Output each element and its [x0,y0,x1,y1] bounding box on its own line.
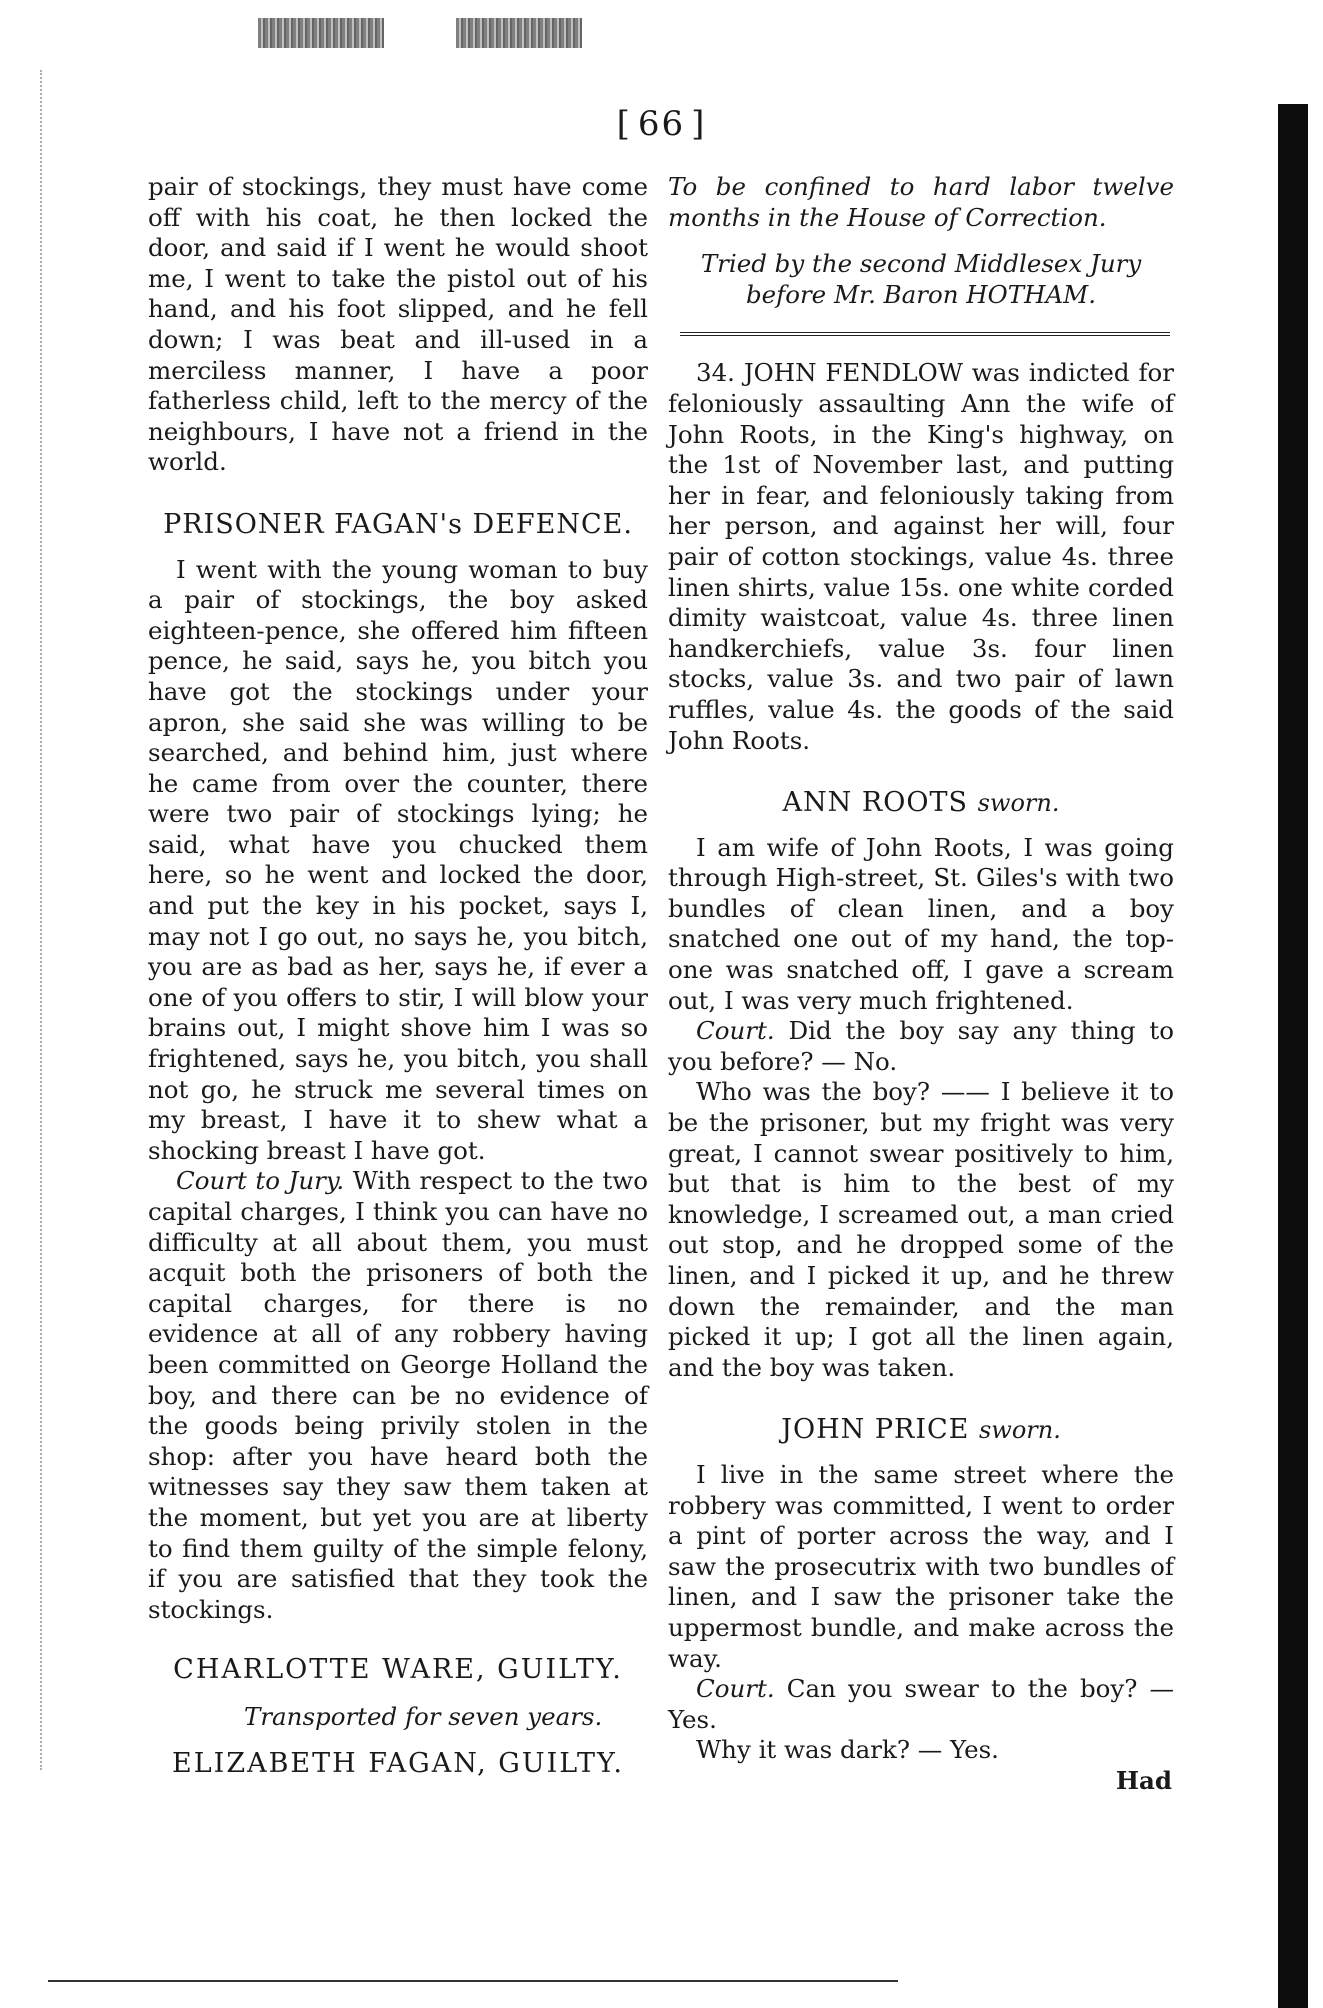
court-text: Can you swear to the boy? — Yes. [668,1674,1174,1734]
witness-name: JOHN PRICE [781,1414,970,1446]
sworn-label: sworn. [978,1416,1061,1445]
indictment-paragraph: 34. JOHN FENDLOW was indicted for feloniously assaulting Ann the wife of John Roots, in the King's highway, on the 1st of November last, and putting her in fear, and feloniously taking from her person, and against her will, four pair of cotton stockings, value 4s. three linen shirts, value 15s. one white corded dimity waistcoat, value 4s. three linen handkerchiefs, value 3s. four linen stocks, value 3s. and two pair of lawn ruffles, value 4s. the goods of the said John Roots. [668,358,1174,755]
testimony-paragraph: I live in the same street where the robbery was committed, I went to order a pint of porter across the way, and I saw the prosecutrix with two bundles of linen, and I saw the prisoner take the uppermost bundle, and make across the way. [668,1459,1174,1673]
section-heading: PRISONER FAGAN's DEFENCE. [163,508,633,540]
verdict: CHARLOTTE WARE, GUILTY. [173,1654,623,1686]
defence-paragraph: I went with the young woman to buy a pair of stockings, the boy asked eighteen-pence, she offered him fifteen pence, he said, says he, you bitch you have got the stockings under your apron, she said she was willing to be searched, and behind him, just where he came from over the counter, there were two pair of stockings lying; he said, what have you chucked them here, so he went and locked the door, and put the key in his pocket, says I, may not I go out, no says he, you bitch, you are as bad as her, says he, if ever a one of you offers to stir, I will blow your brains out, I might shove him I was so frightened, says he, you bitch, you shall not go, he struck me several times on my breast, I have it to shew what a shocking breast I have got. [148,554,648,1165]
court-to-jury [148,1166,648,1625]
testimony-answer: Why it was dark? — Yes. [696,1735,999,1765]
right-column [668,172,1174,1797]
library-stamp [258,18,384,48]
sentence: To be confined to hard labor twelve months in the House of Correction. [668,172,1174,232]
testimony-paragraph: Who was the boy? —— I believe it to be the prisoner, but my fright was very great, I cannot swear positively to him, but that is him to the best of my knowledge, I screamed out, a man cried out stop, and he dropped some of the linen, and I picked it up, and he threw down the remainder, and the man picked it up; I got all the linen again, and the boy was taken. [668,1077,1174,1382]
bracket-open: [ [616,104,632,144]
court-question [668,1016,1174,1077]
bracket-close: ] [691,104,707,144]
left-column [148,172,648,1779]
testimony-paragraph: I am wife of John Roots, I was going through High-street, St. Giles's with two bundles of clean linen, and a boy snatched one out of my hand, the top-one was snatched off, I gave a scream out, I was very much frightened. [668,832,1174,1015]
court-text: Did the boy say any thing to you before? — No. [668,1016,1174,1076]
sentence: Transported for seven years. [244,1701,603,1731]
witness-heading [668,788,1174,819]
verdict: ELIZABETH FAGAN, GUILTY. [172,1747,624,1779]
speaker-label: Court. [696,1016,775,1046]
speaker-label: Court. [696,1674,775,1704]
jury-note: Tried by the second Middlesex Jury before Mr. Baron HOTHAM. [700,249,1142,309]
catchword: Had [1115,1765,1172,1795]
court-question [668,1674,1174,1735]
witness-name: ANN ROOTS [782,787,968,819]
court-text: With respect to the two capital charges, I think you can have no difficulty at all about them, you must acquit both the prisoners of both the capital charges, for there is no evidence at all of any robbery having been committed on George Holland the boy, and there can be no evidence of the goods being privily stolen in the shop: after you have heard both the witnesses say they saw them taken at the moment, but yet you are at liberty to find them guilty of the simple felony, if you are satisfied that they took the stockings. [148,1166,648,1624]
page-header [0,104,1323,144]
sworn-label: sworn. [977,789,1060,818]
library-stamp [456,18,582,48]
scan-edge-bottom [48,1980,898,1982]
speaker-label: Court to Jury. [176,1166,345,1196]
witness-heading [668,1415,1174,1446]
scan-edge-left [40,70,44,1770]
section-rule [680,332,1170,336]
page-number: 66 [637,104,686,144]
testimony-continuation: pair of stockings, they must have come off with his coat, he then locked the door, and said if I went he would shoot me, I went to take the pistol out of his hand, and his foot slipped, and he fell down; I was beat and ill-used in a merciless manner, I have a poor fatherless child, left to the mercy of the neighbours, I have not a friend in the world. [148,172,648,477]
scan-edge-right [1278,104,1308,2008]
